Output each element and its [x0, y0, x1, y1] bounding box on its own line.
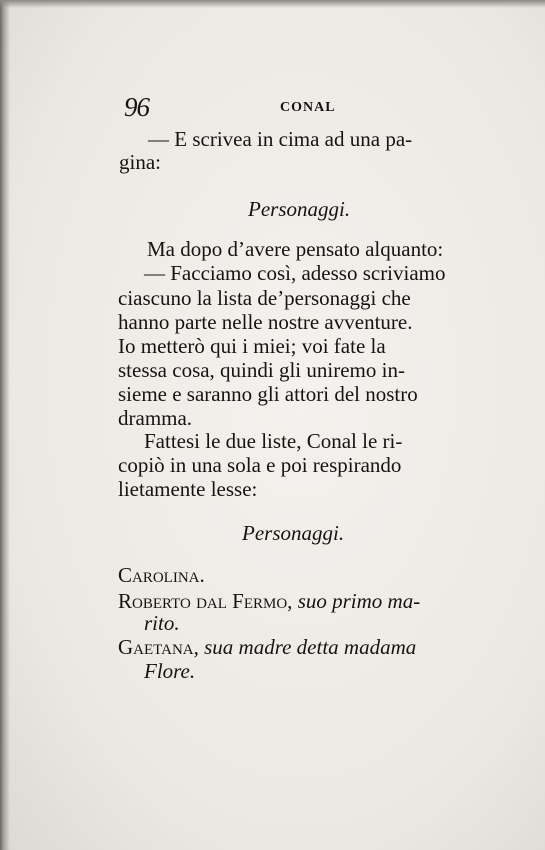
text-line: lietamente lesse:: [118, 477, 258, 501]
text-line: gina:: [119, 150, 161, 174]
character-description: rito.: [144, 611, 180, 635]
text-line: dramma.: [118, 406, 193, 430]
page-top-edge-shadow: [0, 0, 545, 8]
text-line: — Facciamo così, adesso scriviamo: [144, 261, 446, 285]
text-line: Io metterò qui i miei; voi fate la: [118, 334, 386, 358]
section-heading: Personaggi.: [242, 521, 345, 545]
text-line: stessa cosa, quindi gli uniremo in-: [118, 358, 405, 382]
text-line: hanno parte nelle nostre avventure.: [118, 310, 413, 334]
character-description: sua madre detta madama: [204, 635, 417, 659]
character-entry: [118, 637, 416, 658]
text-line: Fattesi le due liste, Conal le ri-: [144, 429, 403, 453]
section-heading: Personaggi.: [248, 197, 351, 221]
text-line: ciascuno la lista de’personaggi che: [118, 286, 411, 310]
text-line: copiò in una sola e poi respirando: [118, 453, 402, 477]
page-number: 96: [124, 92, 149, 122]
character-description: suo primo ma-: [297, 589, 421, 613]
page-left-edge-shadow: [0, 0, 10, 850]
running-head: CONAL: [280, 100, 336, 115]
character-description: Flore.: [144, 659, 196, 683]
character-entry: [118, 591, 420, 612]
character-name: Carolina.: [118, 563, 205, 587]
text-line: Ma dopo d’avere pensato alquanto:: [147, 237, 444, 261]
text-line: sieme e saranno gli attori del nostro: [118, 382, 418, 406]
character-name: Roberto dal Fermo,: [118, 589, 293, 613]
text-line: — E scrivea in cima ad una pa-: [148, 127, 413, 151]
character-name: Gaetana,: [118, 635, 199, 659]
